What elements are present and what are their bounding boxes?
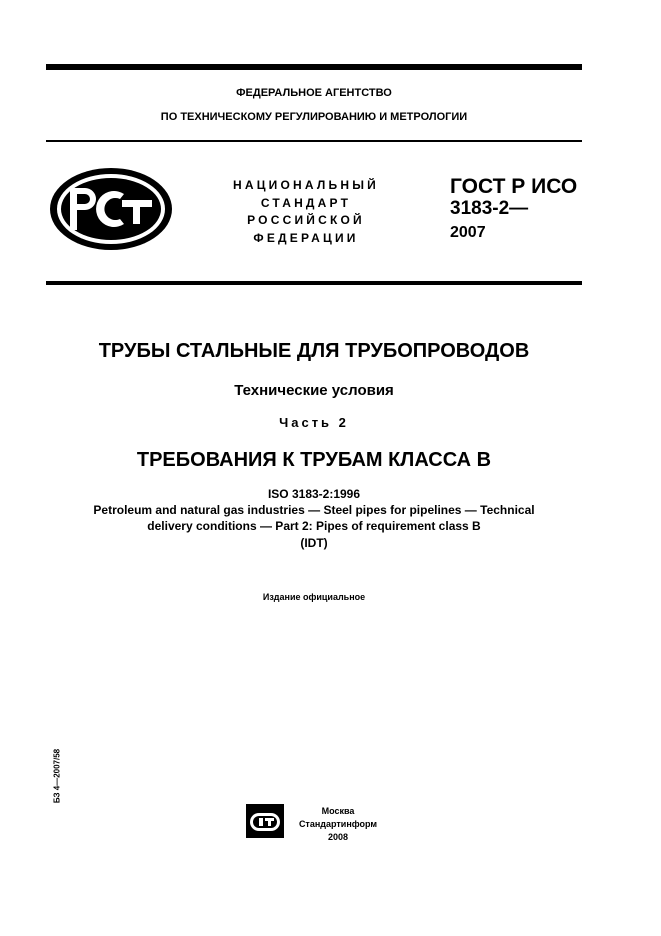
document-subtitle: Технические условия (234, 382, 394, 399)
iso-reference: ISO 3183-2:1996 (267, 487, 361, 501)
publisher-name: Стандартинформ (298, 819, 378, 829)
agency-name-line1: ФЕДЕРАЛЬНОЕ АГЕНТСТВО (236, 87, 392, 99)
iso-title-line2: delivery conditions — Part 2: Pipes of requirement class B (147, 519, 481, 533)
rst-emblem-icon (48, 166, 174, 252)
publisher-city: Москва (321, 806, 355, 816)
iso-title-line1: Petroleum and natural gas industries — Steel pipes for pipelines — Technical (93, 503, 535, 517)
agency-name-line2: ПО ТЕХНИЧЕСКОМУ РЕГУЛИРОВАНИЮ И МЕТРОЛОГИИ (160, 111, 468, 123)
publisher-logo-icon (246, 804, 284, 838)
edition-note: Издание официальное (262, 592, 366, 602)
part-title: ТРЕБОВАНИЯ К ТРУБАМ КЛАССА В (136, 449, 492, 471)
standard-type-line2: СТАНДАРТ (260, 196, 352, 210)
iso-title-line3: (IDT) (300, 536, 328, 550)
document-title: ТРУБЫ СТАЛЬНЫЕ ДЛЯ ТРУБОПРОВОДОВ (98, 340, 530, 362)
side-note: БЗ 4—2007/58 (52, 748, 62, 804)
standard-type-line3: РОССИЙСКОЙ (247, 213, 365, 227)
publisher-year: 2008 (327, 832, 349, 842)
masthead-divider (46, 281, 582, 285)
designation-line2: 3183-2— (450, 198, 529, 219)
standard-type-line4: ФЕДЕРАЦИИ (253, 231, 359, 245)
standard-type-line1: НАЦИОНАЛЬНЫЙ (232, 178, 380, 192)
designation-line1: ГОСТ Р ИСО (450, 175, 578, 198)
top-rule (46, 64, 582, 70)
header-divider (46, 140, 582, 142)
part-number: Часть 2 (279, 415, 349, 430)
designation-line3: 2007 (450, 224, 486, 241)
